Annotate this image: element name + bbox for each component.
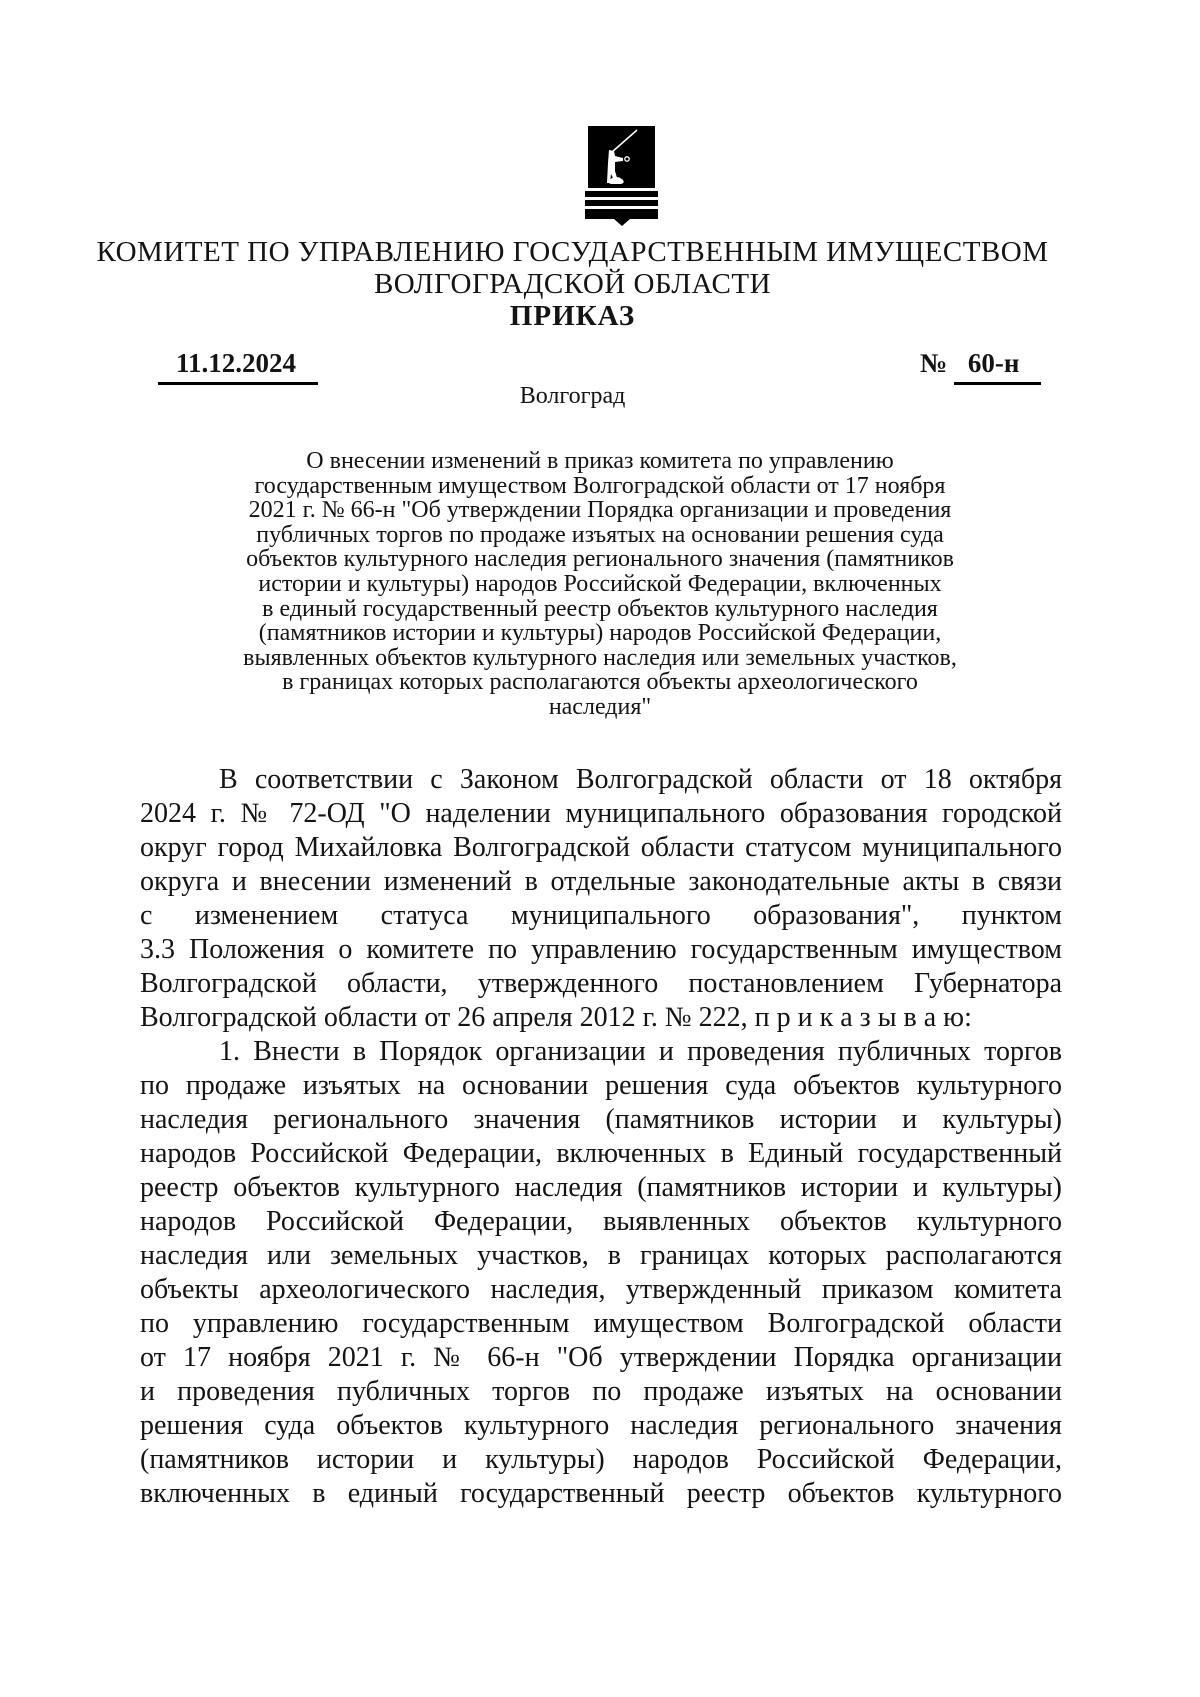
body-text-line: решения суда объектов культурного наследия регионального значения (140, 1410, 1062, 1441)
title-line: объектов культурного наследия регионального значения (памятников (246, 546, 954, 573)
body-text-line: включенных в единый государственный реестр объектов культурного (140, 1478, 1062, 1509)
body-text-line: реестр объектов культурного наследия (памятников истории и культуры) (140, 1172, 1062, 1203)
body-text-line: 2024 г. № 72-ОД "О наделении муниципального образования городской (140, 798, 1062, 829)
date-value: 11.12.2024 (158, 348, 318, 385)
title-line: 2021 г. № 66-н "Об утверждении Порядка организации и проведения (248, 497, 952, 524)
city-name: Волгоград (519, 383, 626, 409)
body-text-line: наследия регионального значения (памятников истории и культуры) (140, 1104, 1062, 1135)
org-name-line1: КОМИТЕТ ПО УПРАВЛЕНИЮ ГОСУДАРСТВЕННЫМ ИМУЩЕСТВОМ (96, 236, 1049, 268)
document-number (920, 348, 1041, 385)
body-text-line: округа и внесении изменений в отдельные законодательные акты в связи (140, 866, 1062, 897)
body-text-line: 1. Внести в Порядок организации и проведения публичных торгов (219, 1036, 1062, 1067)
title-line: (памятников истории и культуры) народов Российской Федерации, (258, 620, 942, 647)
number-value: 60-н (954, 348, 1042, 385)
emblem-shield-base (585, 209, 658, 219)
body-text-line: с изменением статуса муниципального образования", пунктом (140, 900, 1062, 931)
body-text-line: (памятников истории и культуры) народов Российской Федерации, (140, 1444, 1062, 1475)
body-text-line: объекты археологического наследия, утвержденный приказом комитета (140, 1274, 1062, 1305)
title-line: в границах которых располагаются объекты археологического (282, 669, 918, 696)
emblem-stripe (585, 200, 658, 206)
document-type: ПРИКАЗ (509, 300, 636, 332)
title-line: наследия" (548, 693, 652, 720)
body-text-line: 3.3 Положения о комитете по управлению государственным имуществом (140, 934, 1062, 965)
title-line: публичных торгов по продаже изъятых на основании решения суда (256, 521, 944, 548)
volgograd-emblem (585, 126, 658, 226)
body-text-line: и проведения публичных торгов по продаже изъятых на основании (140, 1376, 1062, 1407)
body-text-line: по управлению государственным имуществом Волгоградской области (140, 1308, 1062, 1339)
body-text-line: наследия или земельных участков, в границах которых располагаются (140, 1240, 1062, 1271)
title-line: истории и культуры) народов Российской Федерации, включенных (258, 570, 942, 597)
title-line: О внесении изменений в приказ комитета по управлению (306, 448, 894, 474)
document-date (158, 348, 318, 385)
body-text-line: от 17 ноября 2021 г. № 66-н "Об утверждении Порядка организации (140, 1342, 1062, 1373)
title-line: выявленных объектов культурного наследия или земельных участков, (243, 644, 957, 671)
motherland-calls-statue-icon (588, 126, 655, 188)
org-name-line2: ВОЛГОГРАДСКОЙ ОБЛАСТИ (373, 268, 772, 300)
preamble-paragraph (140, 763, 1062, 1035)
title-line: государственным имуществом Волгоградской области от 17 ноября (254, 472, 946, 499)
body-text-line: народов Российской Федерации, выявленных объектов культурного (140, 1206, 1062, 1237)
document-title (140, 449, 1060, 720)
emblem-shield-tip (614, 219, 630, 226)
body-text-line: Волгоградской области от 26 апреля 2012 г. № 222, п р и к а з ы в а ю: (140, 1002, 972, 1033)
body-text-line: В соответствии с Законом Волгоградской области от 18 октября (219, 764, 1062, 795)
number-sign: № (920, 348, 948, 378)
item-1-paragraph (140, 1035, 1062, 1511)
emblem-stripe (585, 191, 658, 197)
document-body (140, 763, 1062, 1511)
date-number-row (0, 348, 1200, 384)
body-text-line: Волгоградской области, утвержденного постановлением Губернатора (140, 968, 1062, 999)
letterhead (0, 236, 1145, 332)
body-text-line: народов Российской Федерации, включенных в Единый государственный (140, 1138, 1062, 1169)
title-line: в единый государственный реестр объектов культурного наследия (262, 595, 938, 622)
body-text-line: округ город Михайловка Волгоградской области статусом муниципального (140, 832, 1062, 863)
body-text-line: по продаже изъятых на основании решения суда объектов культурного (140, 1070, 1062, 1101)
